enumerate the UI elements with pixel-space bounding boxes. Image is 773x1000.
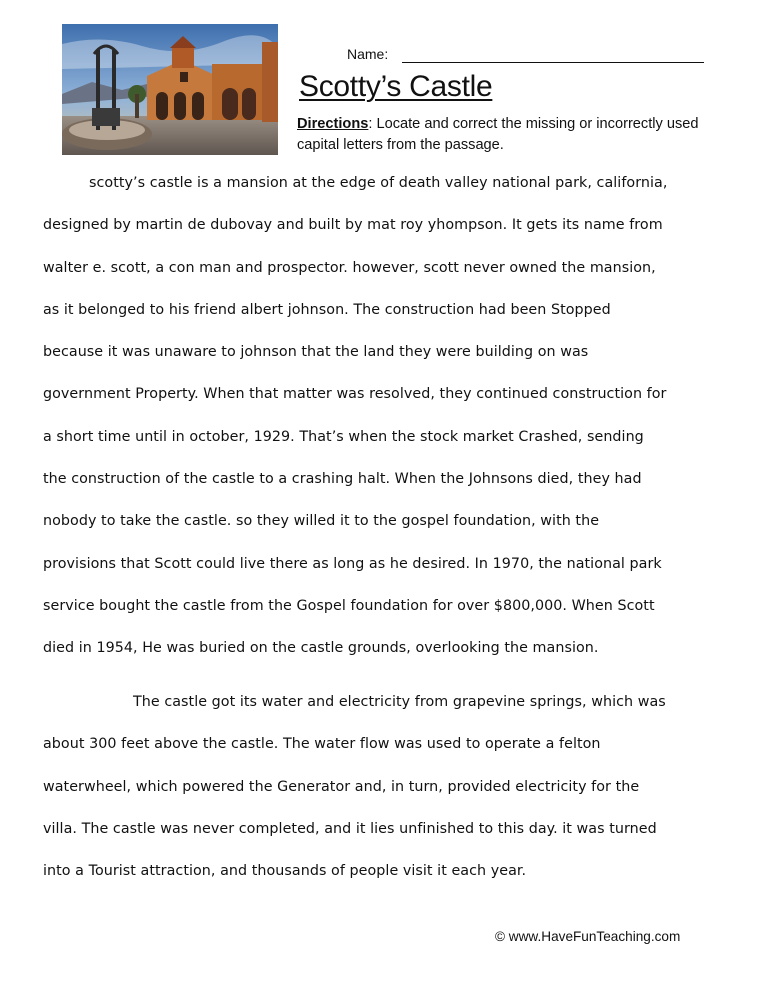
passage-line: scotty’s castle is a mansion at the edge of death valley national park, california, xyxy=(89,175,668,191)
copyright-footer: © www.HaveFunTeaching.com xyxy=(495,929,681,944)
passage-line: about 300 feet above the castle. The water flow was used to operate a felton xyxy=(43,736,601,753)
passage-line: The castle got its water and electricity from grapevine springs, which was xyxy=(133,694,666,710)
castle-photo xyxy=(62,24,278,155)
passage-line: government Property. When that matter was resolved, they continued construction for xyxy=(43,386,667,403)
passage-paragraph-2 xyxy=(43,681,743,892)
passage-line: walter e. scott, a con man and prospector. however, scott never owned the mansion, xyxy=(43,259,656,276)
passage-line: into a Tourist attraction, and thousands of people visit it each year. xyxy=(43,863,527,880)
passage-line: waterwheel, which powered the Generator and, in turn, provided electricity for the xyxy=(43,778,640,795)
passage-line: villa. The castle was never completed, and it lies unfinished to this day. it was turned xyxy=(43,820,657,837)
passage-line: nobody to take the castle. so they willed it to the gospel foundation, with the xyxy=(43,513,600,530)
passage-paragraph-1 xyxy=(43,162,743,670)
name-label: Name: xyxy=(347,46,389,62)
directions-text: : Locate and correct the missing or incorrectly used capital letters from the passage. xyxy=(297,116,699,153)
passage-line: died in 1954, He was buried on the castle grounds, overlooking the mansion. xyxy=(43,640,599,657)
passage-line: because it was unaware to johnson that the land they were building on was xyxy=(43,344,589,361)
name-answer-line[interactable] xyxy=(402,62,704,63)
passage-line: designed by martin de dubovay and built by mat roy yhompson. It gets its name from xyxy=(43,217,663,234)
passage-line: service bought the castle from the Gospel foundation for over $800,000. When Scott xyxy=(43,597,655,614)
directions xyxy=(297,114,717,156)
directions-label: Directions xyxy=(297,116,369,132)
passage-line: as it belonged to his friend albert johnson. The construction had been Stopped xyxy=(43,301,611,318)
passage-line: provisions that Scott could live there as long as he desired. In 1970, the national park xyxy=(43,555,662,572)
passage-line: a short time until in october, 1929. That’s when the stock market Crashed, sending xyxy=(43,428,644,445)
worksheet-title: Scotty’s Castle xyxy=(299,70,493,103)
passage-line: the construction of the castle to a crashing halt. When the Johnsons died, they had xyxy=(43,471,642,488)
